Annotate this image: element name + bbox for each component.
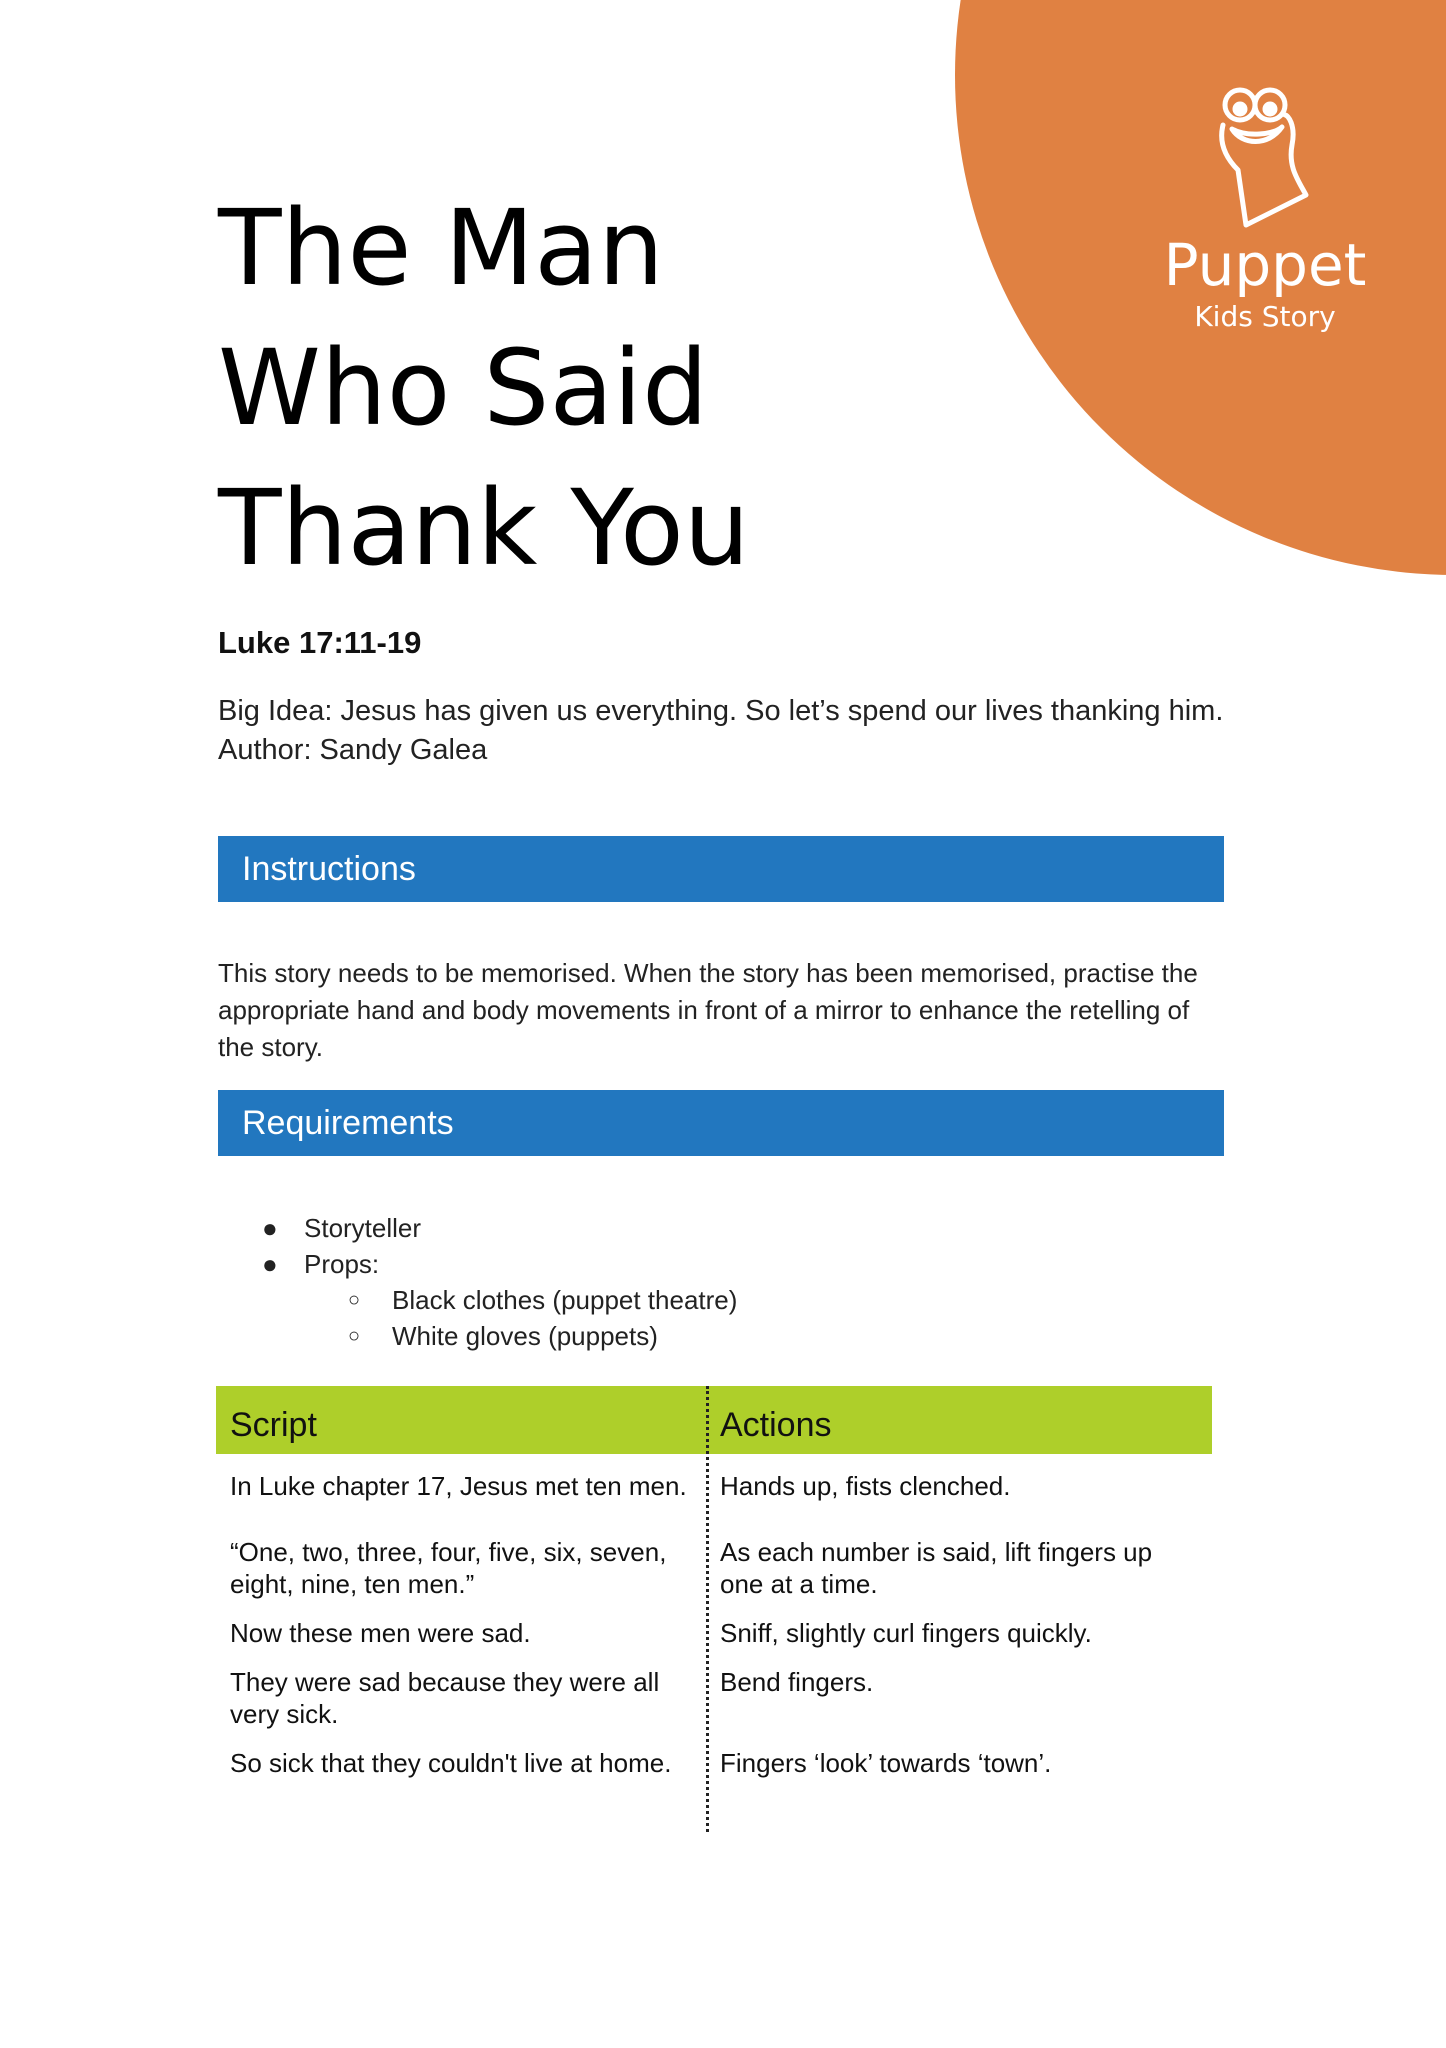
table-row bbox=[216, 1536, 1212, 1617]
action-cell: Bend fingers. bbox=[720, 1667, 874, 1697]
intro-block bbox=[218, 692, 1228, 770]
title-line: Thank You bbox=[218, 467, 750, 589]
sub-list-item bbox=[218, 1318, 737, 1354]
script-cell: Now these men were sad. bbox=[230, 1618, 531, 1648]
script-table bbox=[216, 1386, 1212, 1819]
big-idea: Big Idea: Jesus has given us everything. So let’s spend our lives thanking him. bbox=[218, 695, 1224, 727]
list-item-label: Props: bbox=[304, 1249, 380, 1279]
bullet-icon: ● bbox=[262, 1213, 278, 1243]
script-cell: “One, two, three, four, five, six, seven, eight, nine, ten men.” bbox=[230, 1537, 667, 1599]
column-divider bbox=[706, 1386, 709, 1832]
brand-badge bbox=[1140, 85, 1390, 345]
brand-subtitle: Kids Story bbox=[1194, 300, 1336, 333]
column-header-actions: Actions bbox=[720, 1406, 832, 1444]
list-item-label: White gloves (puppets) bbox=[392, 1321, 658, 1351]
column-header-script: Script bbox=[230, 1406, 317, 1444]
table-row bbox=[216, 1747, 1212, 1819]
list-item-label: Black clothes (puppet theatre) bbox=[392, 1285, 738, 1315]
script-cell: They were sad because they were all very sick. bbox=[230, 1667, 660, 1729]
table-row bbox=[216, 1666, 1212, 1747]
brand-name: Puppet bbox=[1163, 231, 1367, 299]
action-cell: Sniff, slightly curl fingers quickly. bbox=[720, 1618, 1092, 1648]
list-item bbox=[218, 1210, 737, 1246]
script-cell: In Luke chapter 17, Jesus met ten men. bbox=[230, 1471, 687, 1501]
instructions-heading: Instructions bbox=[218, 836, 1224, 902]
script-cell: So sick that they couldn't live at home. bbox=[230, 1748, 672, 1778]
table-row bbox=[216, 1470, 1212, 1536]
puppet-icon bbox=[1188, 85, 1338, 230]
author: Author: Sandy Galea bbox=[218, 734, 488, 766]
page-title bbox=[218, 178, 750, 598]
action-cell: As each number is said, lift fingers up one at a time. bbox=[720, 1537, 1153, 1599]
list-item bbox=[218, 1246, 737, 1282]
hollow-bullet-icon: ○ bbox=[348, 1325, 361, 1347]
sub-list-item bbox=[218, 1282, 737, 1318]
requirements-list bbox=[218, 1210, 737, 1354]
title-line: The Man bbox=[218, 187, 664, 309]
requirements-heading: Requirements bbox=[218, 1090, 1224, 1156]
bible-reference: Luke 17:11-19 bbox=[218, 625, 422, 660]
hollow-bullet-icon: ○ bbox=[348, 1289, 361, 1311]
table-header bbox=[216, 1386, 1212, 1454]
action-cell: Fingers ‘look’ towards ‘town’. bbox=[720, 1748, 1052, 1778]
table-row bbox=[216, 1617, 1212, 1666]
instructions-text: This story needs to be memorised. When the story has been memorised, practise the appropriate hand and body movements in front of a mirror to enhance the retelling of the story. bbox=[218, 958, 1198, 1062]
action-cell: Hands up, fists clenched. bbox=[720, 1471, 1011, 1501]
list-item-label: Storyteller bbox=[304, 1213, 422, 1243]
bullet-icon: ● bbox=[262, 1249, 278, 1279]
title-line: Who Said bbox=[218, 327, 709, 449]
